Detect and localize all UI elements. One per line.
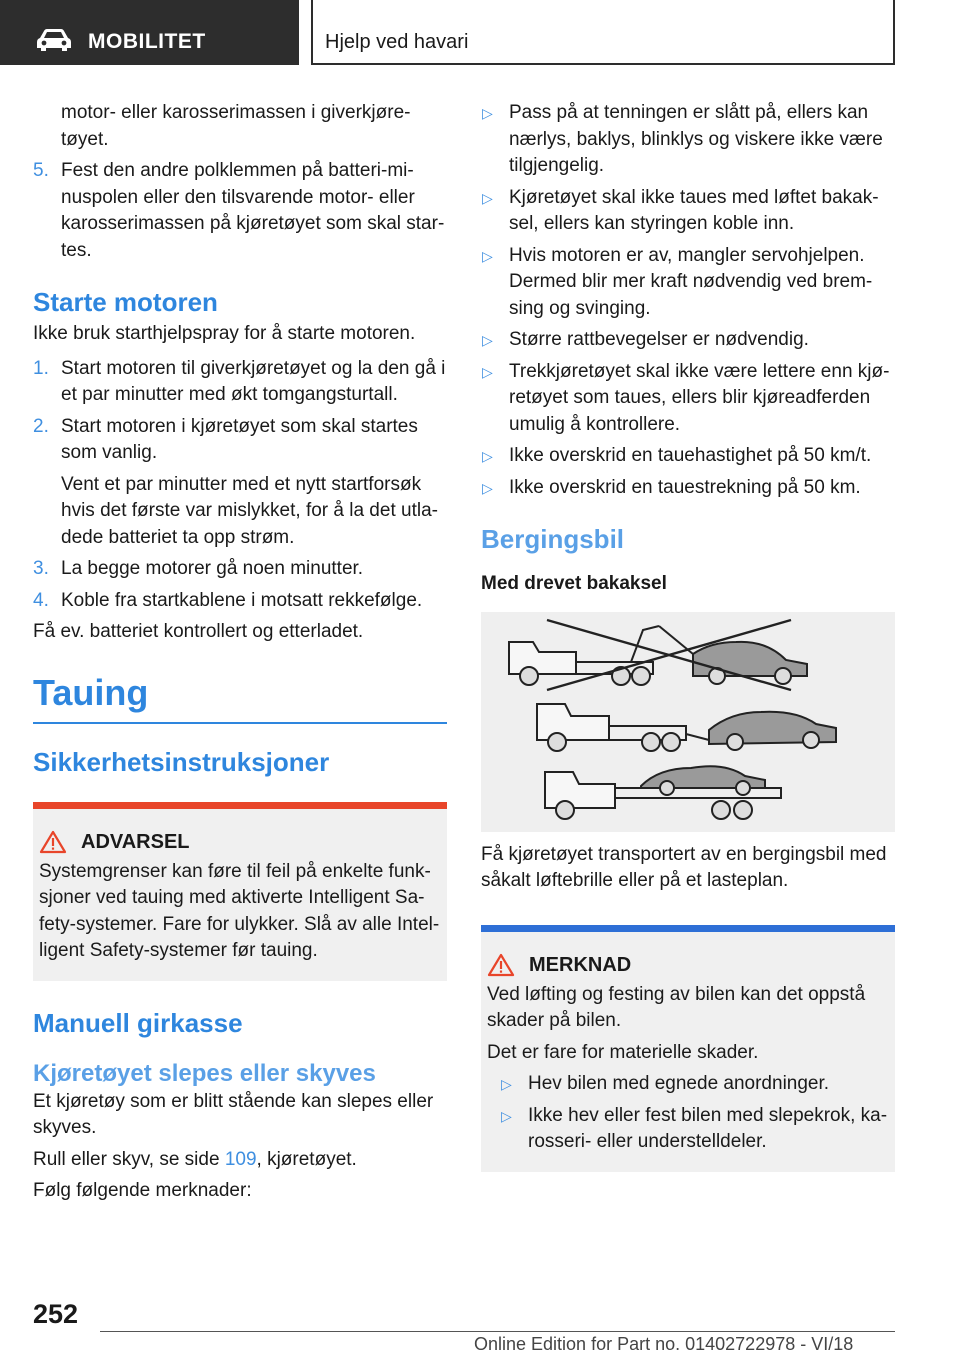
bullet-item: ▷ Større rattbevegelser er nødvendig. [481, 327, 895, 354]
step-5: 5. Fest den andre polklemmen på batteri-mi- nuspolen eller den tilsvarende motor- eller karosserimassen på kjøretøyet som skal star- tes. [33, 160, 445, 261]
heading-tauing: Tauing [33, 671, 149, 713]
step-number: 3. [33, 558, 49, 579]
bullet-triangle-icon: ▷ [501, 1076, 512, 1092]
bullet-item: ▷ Ikke overskrid en tauehastighet på 50 km/t. [481, 443, 895, 470]
heading-drevet-bakaksel: Med drevet bakaksel [481, 573, 667, 594]
note-text: Ved løfting og festing av bilen kan det oppstå skader på bilen. [487, 983, 866, 1031]
note-text-2: Det er fare for materielle skader. [487, 1041, 759, 1063]
roll-text: Rull eller skyv, se side 109, kjøretøyet. [33, 1148, 357, 1170]
heading-slepes-skyves: Kjøretøyet slepes eller skyves [33, 1059, 376, 1087]
bullet-triangle-icon: ▷ [501, 1107, 512, 1124]
bullet-item: ▷ Trekkjøretøyet skal ikke være lettere enn kjø- retøyet som taues, ellers blir kjøreadferden umulig å kontrollere. [482, 360, 890, 435]
step-4: 4. Koble fra startkablene i motsatt rekkefølge. [33, 588, 447, 615]
bullet-item: ▷ Hvis motoren er av, mangler servohjelpen. Dermed blir mer kraft nødvendig ved brem- sing og svinging. [482, 244, 873, 319]
bullet-triangle-icon: ▷ [482, 247, 493, 264]
step-2: 2. Start motoren i kjøretøyet som skal startes som vanlig. Vent et par minutter med et nytt startforsøk hvis det første var mislykket, for å la det utla- dede batteriet ta opp strøm. [33, 415, 438, 548]
bullet-triangle-icon: ▷ [482, 105, 493, 121]
tow-truck-illustration [481, 612, 895, 832]
heading-bergingsbil: Bergingsbil [481, 524, 625, 554]
heading-rule [33, 722, 447, 724]
follow-text: Følg følgende merknader: [33, 1180, 252, 1201]
left-column [33, 100, 447, 1205]
towing-illustration [481, 612, 895, 832]
step-continuation: motor- eller karosserimassen i giverkjøre- tøyet. [61, 102, 411, 150]
bullet-item: ▷ Kjøretøyet skal ikke taues med løftet bakak- sel, ellers kan styringen koble inn. [482, 186, 879, 234]
warning-triangle-icon [487, 953, 515, 977]
step-number: 5. [33, 160, 49, 181]
note-bullet: ▷ Ikke hev eller fest bilen med slepekrok, ka- rosseri- eller understelldeler. [501, 1104, 888, 1152]
bullet-triangle-icon: ▷ [482, 189, 493, 206]
warning-title-row [39, 829, 441, 855]
step-number: 1. [33, 357, 49, 379]
warning-box [33, 802, 447, 981]
warning-title: ADVARSEL [81, 830, 190, 853]
header-section-label: MOBILITET [88, 30, 206, 53]
step-3: 3. La begge motorer gå noen minutter. [33, 556, 447, 583]
right-column [481, 100, 895, 1172]
note-bullet: ▷ Hev bilen med egnede anordninger. [500, 1071, 889, 1098]
step-1: 1. Start motoren til giverkjøretøyet og la den gå i et par minutter med økt tomgangsturtall. [33, 357, 446, 405]
warning-triangle-icon [39, 830, 67, 854]
bullet-item: ▷ Pass på at tenningen er slått på, ellers kan nærlys, baklys, blinklys og viskere ikke være tilgjengelig. [482, 102, 883, 176]
note-box [481, 925, 895, 1172]
bullet-triangle-icon: ▷ [482, 363, 493, 380]
note-title: MERKNAD [529, 953, 632, 976]
page-link-109[interactable]: 109 [224, 1148, 257, 1170]
header-title: Hjelp ved havari [325, 31, 469, 53]
heading-starte-motoren: Starte motoren [33, 287, 218, 317]
heading-manuell-girkasse: Manuell girkasse [33, 1007, 243, 1038]
page-number: 252 [33, 1299, 79, 1329]
car-icon [36, 28, 72, 52]
after-steps-text: Få ev. batteriet kontrollert og etterladet. [33, 621, 364, 642]
note-title-row [487, 952, 889, 978]
footer-edition: Online Edition for Part no. 01402722978 - VI/18 [474, 1334, 854, 1354]
tow-text: Et kjøretøy som er blitt stående kan slepes eller skyves. [33, 1090, 434, 1138]
start-intro: Ikke bruk starthjelpspray for å starte motoren. [33, 323, 416, 344]
bullet-triangle-icon: ▷ [482, 332, 493, 348]
heading-sikkerhetsinstruksjoner: Sikkerhetsinstruksjoner [33, 746, 330, 777]
step-number: 2. [33, 415, 49, 437]
step-number: 4. [33, 589, 49, 611]
bullet-item: ▷ Ikke overskrid en tauestrekning på 50 km. [481, 475, 895, 502]
figure-caption: Få kjøretøyet transportert av en bergingsbil med såkalt løftebrille eller på et lasteplan. [481, 843, 887, 891]
bullet-triangle-icon: ▷ [482, 479, 493, 496]
warning-text: Systemgrenser kan føre til feil på enkelte funk- sjoner ved tauing med aktiverte Intelligent Sa- fety-systemer. Fare for ulykker. Slå av alle Intel- ligent Safety-systemer før tauing. [39, 860, 440, 961]
bullet-triangle-icon: ▷ [482, 448, 493, 464]
